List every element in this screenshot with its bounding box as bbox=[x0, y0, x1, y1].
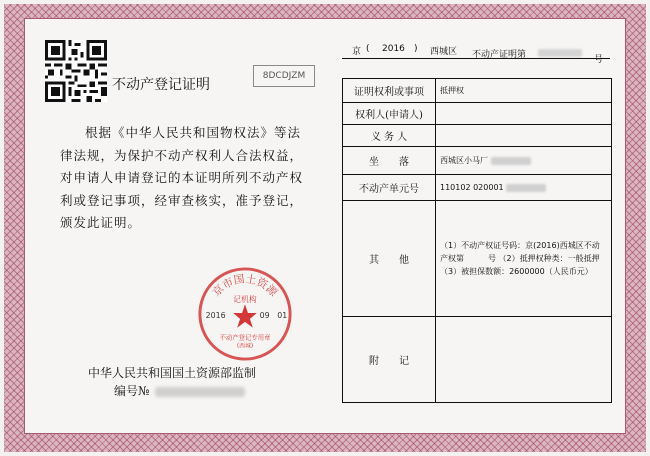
seal-date-month: 09 bbox=[259, 310, 270, 320]
row-label: 义 务 人 bbox=[343, 125, 436, 147]
row-label: 其 他 bbox=[343, 201, 436, 317]
seal-date-year: 2016 bbox=[205, 310, 226, 320]
row-label: 权利人(申请人) bbox=[343, 103, 436, 125]
redacted-number bbox=[155, 387, 245, 397]
table-row bbox=[343, 147, 612, 175]
number-label: 编号№ bbox=[114, 384, 150, 398]
certificate-number-row bbox=[114, 382, 245, 399]
seal-star-icon bbox=[233, 304, 257, 328]
redacted-unit-number bbox=[506, 184, 546, 192]
row-label: 坐 落 bbox=[343, 147, 436, 175]
official-seal bbox=[196, 265, 294, 363]
seal-middle-text: 记机构 bbox=[233, 295, 257, 305]
seal-bottom-sub: (西城) bbox=[236, 343, 254, 350]
header-cert-label: 不动产证明第 bbox=[472, 50, 527, 60]
certificate-title: 不动产登记证明 bbox=[112, 77, 210, 93]
row-value: 110102 020001 bbox=[436, 175, 612, 201]
table-row bbox=[343, 175, 612, 201]
seal-bottom-text: 不动产登记专用章 bbox=[219, 333, 271, 342]
header-year: 2016 bbox=[382, 44, 405, 54]
table-row bbox=[343, 125, 612, 147]
header-divider bbox=[342, 58, 610, 59]
legal-paragraph: 根据《中华人民共和国物权法》等法律法规，为保护不动产权利人合法权益，对申请人申请登记的本证明所列不动产权利或登记事项，经审查核实，准予登记，颁发此证明。 bbox=[60, 125, 304, 230]
table-row bbox=[343, 201, 612, 317]
row-value: 抵押权 bbox=[436, 79, 612, 103]
row-value: 西城区小马厂 bbox=[436, 147, 612, 175]
redacted-address bbox=[491, 157, 531, 165]
table-row bbox=[343, 317, 612, 403]
row-value bbox=[436, 317, 612, 403]
redacted-cert-number bbox=[538, 49, 582, 57]
row-label: 证明权利或事项 bbox=[343, 79, 436, 103]
row-value: （1）不动产权证号码：京(2016)西城区不动产权第 号 （2）抵押权种类：一般抵押 （3）被担保数额：2600000（人民币元） bbox=[436, 201, 612, 317]
row-value bbox=[436, 125, 612, 147]
qr-code-icon bbox=[45, 40, 107, 102]
seal-date-day: 01 bbox=[277, 310, 288, 320]
supervisor-line: 中华人民共和国国土资源部监制 bbox=[88, 366, 257, 380]
certificate-code-stamp: 8DCDJZM bbox=[253, 65, 315, 87]
row-value bbox=[436, 103, 612, 125]
header-district: 西城区 bbox=[430, 47, 458, 57]
certificate-table bbox=[342, 78, 612, 403]
certificate-page: 不动产登记证明 8DCDJZM 根据《中华人民共和国物权法》等法律法规，为保护不动产权利人合法权益，对申请人申请登记的本证明所列不动产权利或登记事项，经审查核实，准予登记，颁发此证明。 京市国土资源 记机构 2016 09 01 不动产登记专用章 (西城) 中华人民共和国国土资源部监制 编号№ 京 ( 2016 ) 西城区 不动产证明第 号 证明权利或事项 抵押权 权利人(申请人) 义 务 人 坐 落 西城区小马厂 不动产单元号 110102 020001 其 他 （1）不动产权证号码：京(2016)西城区不动产权第 号 （2）抵押权种类：一般抵押 （3）被担保数额：2600000（人民币元） 附 记 bbox=[0, 0, 650, 456]
seal-top-text: 京市国土资源 bbox=[209, 272, 281, 299]
table-row bbox=[343, 79, 612, 103]
header-number-suffix: 号 bbox=[594, 55, 604, 65]
header-prefix: 京 bbox=[352, 47, 362, 57]
table-row bbox=[343, 103, 612, 125]
row-label: 附 记 bbox=[343, 317, 436, 403]
row-label: 不动产单元号 bbox=[343, 175, 436, 201]
